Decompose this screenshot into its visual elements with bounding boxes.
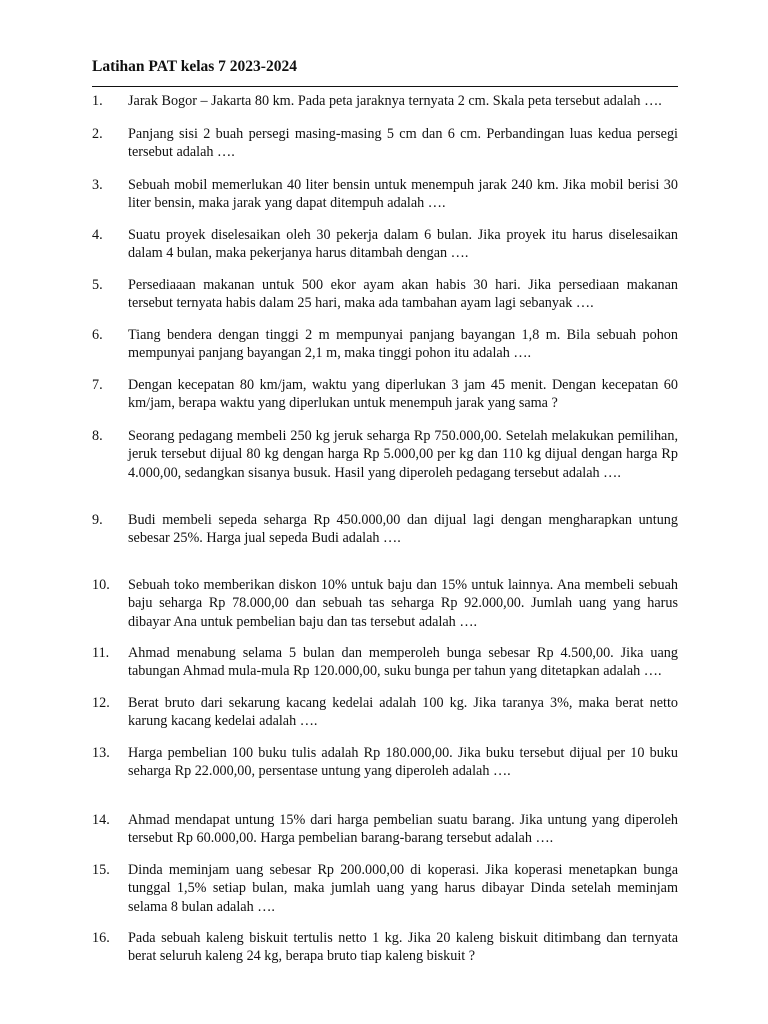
question-number: 14. [92,812,110,828]
question-text: Sebuah toko memberikan diskon 10% untuk baju dan 15% untuk lainnya. Ana membeli sebuah baju seharga Rp 78.000,00 dan sebuah tas seharga Rp 92.000,00. Jumlah uang yang harus dibayar Ana untuk pembelian baju dan tas tersebut adalah …. [128,577,678,630]
question-text: Seorang pedagang membeli 250 kg jeruk seharga Rp 750.000,00. Setelah melakukan pemilihan, jeruk tersebut dijual 80 kg dengan harga Rp 5.000,00 per kg dan 110 kg dijual dengan harga Rp 4.000,00, sedangkan sisanya busuk. Hasil yang diperoleh pedagang tersebut adalah …. [128,428,678,481]
document-title: Latihan PAT kelas 7 2023-2024 [92,58,297,75]
question-number: 6. [92,327,103,343]
question-item [92,929,678,966]
question-text: Persediaaan makanan untuk 500 ekor ayam akan habis 30 hari. Jika persediaan makanan tersebut ternyata habis dalam 25 hari, maka ada tambahan ayam lagi sebanyak …. [128,277,678,312]
question-number: 12. [92,695,110,711]
question-number: 15. [92,862,110,878]
question-number: 3. [92,177,103,193]
question-number: 9. [92,512,103,528]
question-item [92,511,678,548]
question-item [92,226,678,263]
question-number: 10. [92,577,110,593]
question-number: 7. [92,377,103,393]
question-text: Sebuah mobil memerlukan 40 liter bensin untuk menempuh jarak 240 km. Jika mobil berisi 30 liter bensin, maka jarak yang dapat ditempuh adalah …. [128,177,678,212]
question-text: Dinda meminjam uang sebesar Rp 200.000,00 di koperasi. Jika koperasi menetapkan bunga tunggal 1,5% setiap bulan, maka jumlah uang yang harus dibayar Dinda setelah meminjam selama 8 bulan adalah …. [128,862,678,915]
question-item [92,276,678,313]
question-item [92,176,678,213]
question-item [92,92,678,110]
question-item [92,811,678,848]
question-text: Pada sebuah kaleng biskuit tertulis netto 1 kg. Jika 20 kaleng biskuit ditimbang dan ternyata berat seluruh kaleng 24 kg, berapa bruto tiap kaleng biskuit ? [128,930,678,965]
question-text: Ahmad mendapat untung 15% dari harga pembelian suatu barang. Jika untung yang diperoleh tersebut Rp 60.000,00. Harga pembelian barang-barang tersebut adalah …. [128,812,678,847]
question-text: Jarak Bogor – Jakarta 80 km. Pada peta jaraknya ternyata 2 cm. Skala peta tersebut adalah …. [128,93,662,109]
question-text: Harga pembelian 100 buku tulis adalah Rp 180.000,00. Jika buku tersebut dijual per 10 buku seharga Rp 22.000,00, persentase untung yang diperoleh adalah …. [128,745,678,780]
question-item [92,125,678,162]
question-number: 2. [92,126,103,142]
question-number: 11. [92,645,110,661]
question-text: Berat bruto dari sekarung kacang kedelai adalah 100 kg. Jika taranya 3%, maka berat netto karung kacang kedelai adalah …. [128,695,678,730]
question-item [92,326,678,363]
question-item [92,427,678,482]
question-text: Panjang sisi 2 buah persegi masing-masing 5 cm dan 6 cm. Perbandingan luas kedua persegi tersebut adalah …. [128,126,678,161]
question-text: Ahmad menabung selama 5 bulan dan memperoleh bunga sebesar Rp 4.500,00. Jika uang tabungan Ahmad mula-mula Rp 120.000,00, suku bunga per tahun yang ditetapkan adalah …. [128,645,678,680]
question-item [92,376,678,413]
title-underline [92,86,678,87]
question-number: 16. [92,930,110,946]
question-item [92,694,678,731]
question-number: 8. [92,428,103,444]
question-text: Budi membeli sepeda seharga Rp 450.000,00 dan dijual lagi dengan mengharapkan untung sebesar 25%. Harga jual sepeda Budi adalah …. [128,512,678,547]
question-number: 1. [92,93,103,109]
question-number: 13. [92,745,110,761]
question-item [92,744,678,781]
question-number: 4. [92,227,103,243]
question-text: Tiang bendera dengan tinggi 2 m mempunyai panjang bayangan 1,8 m. Bila sebuah pohon mempunyai panjang bayangan 2,1 m, maka tinggi pohon itu adalah …. [128,327,678,362]
question-item [92,644,678,681]
question-item [92,576,678,631]
question-text: Dengan kecepatan 80 km/jam, waktu yang diperlukan 3 jam 45 menit. Dengan kecepatan 60 km/jam, berapa waktu yang diperlukan untuk menempuh jarak yang sama ? [128,377,678,412]
question-text: Suatu proyek diselesaikan oleh 30 pekerja dalam 6 bulan. Jika proyek itu harus diselesaikan dalam 4 bulan, maka pekerjanya harus ditambah dengan …. [128,227,678,262]
question-item [92,861,678,916]
question-number: 5. [92,277,103,293]
